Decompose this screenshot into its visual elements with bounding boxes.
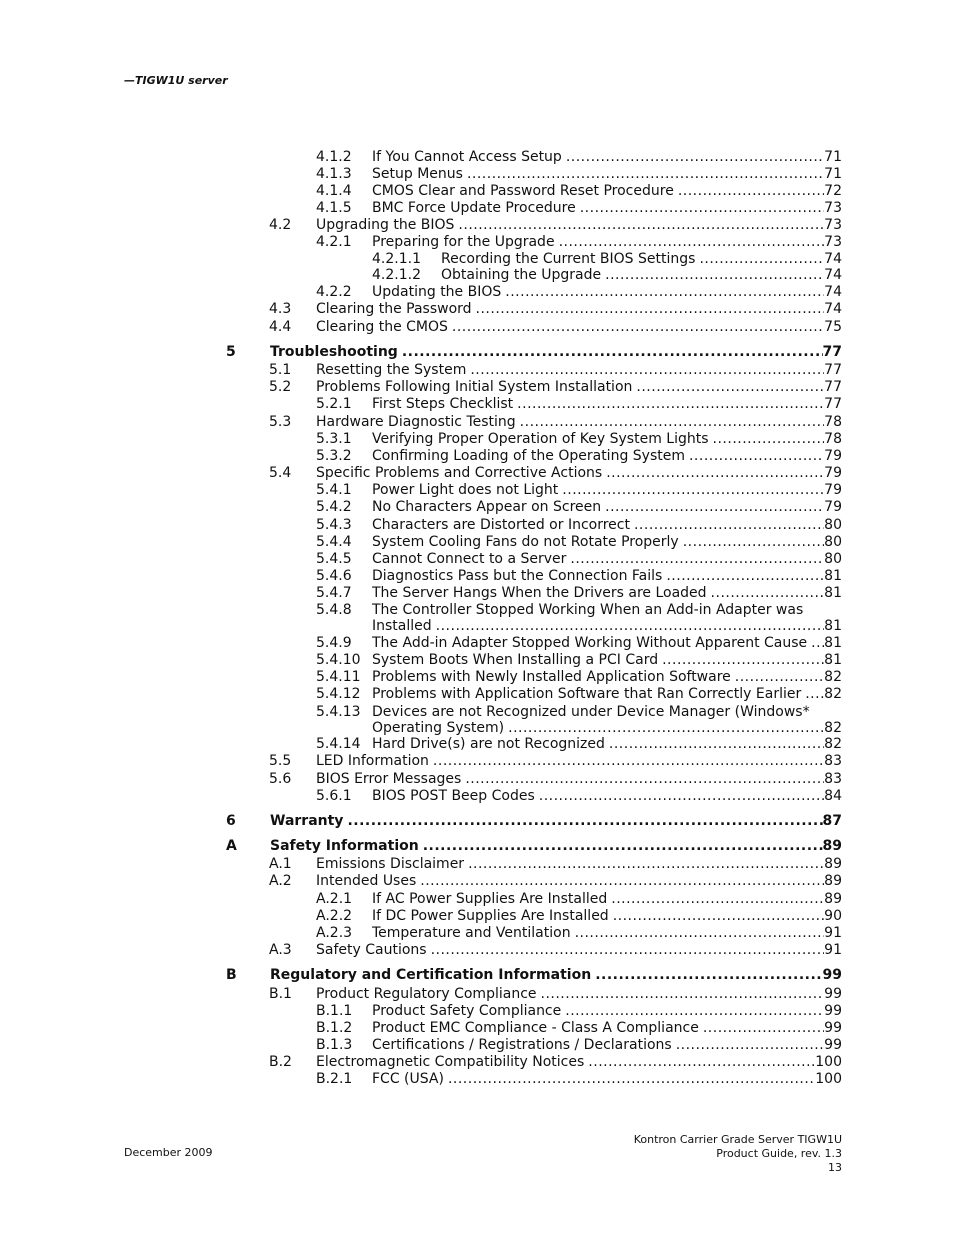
toc-leader-dots — [505, 284, 824, 300]
toc-leader-dots — [541, 986, 825, 1002]
toc-entry[interactable] — [0, 736, 954, 752]
toc-entry-number: 5.1 — [269, 362, 292, 378]
toc-leader-dots — [431, 942, 825, 958]
toc-entry[interactable] — [0, 838, 954, 854]
toc-leader-dots — [508, 720, 824, 736]
toc-entry-number: 5.6 — [269, 771, 292, 787]
toc-entry-number: 4.1.5 — [316, 200, 352, 216]
toc-entry-page: 100 — [815, 1071, 842, 1087]
toc-entry-title: Power Light does not Light — [372, 482, 559, 498]
toc-entry-number: A.2.3 — [316, 925, 353, 941]
toc-entry[interactable] — [0, 517, 954, 533]
toc-entry-title: Product EMC Compliance - Class A Compliance — [372, 1020, 699, 1036]
toc-entry-title: Characters are Distorted or Incorrect — [372, 517, 630, 533]
toc-leader-dots — [575, 925, 825, 941]
toc-entry-title: BMC Force Update Procedure — [372, 200, 576, 216]
toc-entry-number: B.1.3 — [316, 1037, 353, 1053]
toc-entry-page: 81 — [824, 568, 842, 584]
toc-entry-number: 4.2 — [269, 217, 292, 233]
toc-leader-dots — [634, 517, 824, 533]
toc-entry[interactable] — [0, 396, 954, 412]
toc-entry-number: 5.4.3 — [316, 517, 352, 533]
toc-entry-page: 81 — [824, 618, 842, 634]
toc-entry-title: Setup Menus — [372, 166, 463, 182]
toc-entry[interactable] — [0, 414, 954, 430]
toc-entry-page: 83 — [824, 753, 842, 769]
toc-entry-page: 73 — [824, 234, 842, 250]
toc-leader-dots — [613, 908, 824, 924]
toc-entry-number: 4.2.2 — [316, 284, 352, 300]
toc-entry-number: 4.2.1.1 — [372, 251, 421, 267]
toc-entry-number: B.1.1 — [316, 1003, 353, 1019]
toc-entry-page: 80 — [824, 534, 842, 550]
toc-leader-dots — [517, 396, 824, 412]
toc-entry[interactable] — [0, 267, 954, 283]
toc-entry[interactable] — [0, 908, 954, 924]
toc-entry[interactable] — [0, 891, 954, 907]
toc-entry-number: 5.3.1 — [316, 431, 352, 447]
toc-entry[interactable] — [0, 251, 954, 267]
toc-entry-page: 71 — [824, 166, 842, 182]
toc-entry-page: 82 — [824, 720, 842, 736]
toc-leader-dots — [699, 251, 824, 267]
footer-date: December 2009 — [124, 1146, 213, 1159]
toc-leader-dots — [636, 379, 824, 395]
toc-entry[interactable] — [0, 585, 954, 601]
toc-entry-page: 73 — [824, 200, 842, 216]
toc-entry[interactable] — [0, 149, 954, 165]
toc-leader-dots — [562, 482, 824, 498]
toc-entry-number: 4.4 — [269, 319, 292, 335]
toc-entry-number: 5.2.1 — [316, 396, 352, 412]
toc-entry-title: FCC (USA) — [372, 1071, 444, 1087]
toc-entry-title: Preparing for the Upgrade — [372, 234, 555, 250]
toc-entry-number: 4.3 — [269, 301, 292, 317]
toc-entry-number: 5.4.14 — [316, 736, 361, 752]
footer-product: Kontron Carrier Grade Server TIGW1U — [633, 1133, 842, 1146]
toc-entry-title: Specific Problems and Corrective Actions — [316, 465, 603, 481]
toc-entry-page: 80 — [824, 517, 842, 533]
toc-entry-page: 74 — [824, 267, 842, 283]
toc-entry-title: Temperature and Ventilation — [372, 925, 571, 941]
toc-leader-dots — [420, 873, 824, 889]
toc-entry-page: 77 — [824, 396, 842, 412]
toc-leader-dots — [666, 568, 824, 584]
toc-entry-page: 81 — [824, 585, 842, 601]
toc-entry-title: Safety Information — [270, 838, 419, 854]
toc-entry-title: If AC Power Supplies Are Installed — [372, 891, 608, 907]
toc-entry-page: 74 — [824, 301, 842, 317]
toc-entry[interactable] — [0, 482, 954, 498]
footer-info — [634, 1133, 842, 1175]
toc-entry-number: 5.4.1 — [316, 482, 352, 498]
toc-entry-title: Regulatory and Certification Information — [270, 967, 592, 983]
toc-leader-dots — [595, 967, 822, 983]
toc-entry[interactable] — [0, 986, 954, 1002]
toc-entry-title: Updating the BIOS — [372, 284, 502, 300]
toc-entry-number: 5.4.2 — [316, 499, 352, 515]
toc-leader-dots — [458, 217, 824, 233]
toc-entry-page: 71 — [824, 149, 842, 165]
toc-entry[interactable] — [0, 1003, 954, 1019]
toc-leader-dots — [347, 813, 822, 829]
toc-entry-number: A — [226, 838, 237, 854]
toc-entry-title: The Server Hangs When the Drivers are Loaded — [372, 585, 707, 601]
toc-entry-page: 73 — [824, 217, 842, 233]
toc-entry-page: 99 — [822, 967, 842, 983]
toc-leader-dots — [402, 344, 823, 360]
toc-entry[interactable] — [0, 942, 954, 958]
toc-entry-number: 5.4.12 — [316, 686, 361, 702]
toc-entry-page: 87 — [822, 813, 842, 829]
toc-entry-number: 4.2.1 — [316, 234, 352, 250]
toc-entry-page: 89 — [824, 891, 842, 907]
footer-page-number: 13 — [828, 1161, 842, 1174]
toc-entry-page: 72 — [824, 183, 842, 199]
toc-leader-dots — [570, 551, 824, 567]
toc-entry[interactable] — [0, 568, 954, 584]
toc-entry-page: 83 — [824, 771, 842, 787]
toc-leader-dots — [611, 891, 824, 907]
toc-entry-number: A.1 — [269, 856, 292, 872]
toc-entry-number: 5.4.4 — [316, 534, 352, 550]
toc-leader-dots — [468, 856, 824, 872]
toc-entry-title: Installed — [372, 618, 432, 634]
toc-entry-page: 82 — [824, 736, 842, 752]
toc-entry[interactable] — [0, 551, 954, 567]
toc-entry-page: 99 — [824, 986, 842, 1002]
toc-entry-title: Clearing the Password — [316, 301, 472, 317]
toc-entry-title: No Characters Appear on Screen — [372, 499, 602, 515]
toc-leader-dots — [805, 686, 824, 702]
toc-entry-page: 78 — [824, 414, 842, 430]
toc-leader-dots — [662, 652, 824, 668]
toc-entry-number: 5.4.10 — [316, 652, 361, 668]
toc-entry-number: A.2.1 — [316, 891, 353, 907]
toc-leader-dots — [678, 183, 824, 199]
toc-entry[interactable] — [0, 234, 954, 250]
toc-entry-number: 5.4.8 — [316, 602, 352, 618]
toc-entry[interactable] — [0, 465, 954, 481]
toc-entry-page: 79 — [824, 499, 842, 515]
toc-entry-title: Troubleshooting — [270, 344, 398, 360]
toc-entry-number: 5.4.6 — [316, 568, 352, 584]
toc-entry-number: 5.3.2 — [316, 448, 352, 464]
toc-entry-title: Warranty — [270, 813, 344, 829]
toc-entry[interactable] — [0, 1020, 954, 1036]
toc-leader-dots — [565, 1003, 824, 1019]
toc-leader-dots — [476, 301, 825, 317]
toc-entry-title: Emissions Disclaimer — [316, 856, 465, 872]
toc-entry[interactable] — [0, 925, 954, 941]
toc-entry-page: 99 — [824, 1020, 842, 1036]
toc-entry-title: Hard Drive(s) are not Recognized — [372, 736, 605, 752]
toc-entry-title: Verifying Proper Operation of Key System Lights — [372, 431, 709, 447]
toc-entry[interactable] — [0, 217, 954, 233]
toc-entry[interactable] — [0, 362, 954, 378]
toc-leader-dots — [467, 166, 824, 182]
toc-entry-number: A.2.2 — [316, 908, 353, 924]
toc-entry[interactable] — [0, 319, 954, 335]
toc-entry[interactable] — [0, 788, 954, 804]
toc-entry-title: The Controller Stopped Working When an Add-in Adapter was — [372, 602, 804, 618]
toc-leader-dots — [811, 635, 824, 651]
footer-guide: Product Guide, rev. 1.3 — [716, 1147, 842, 1160]
toc-entry[interactable] — [0, 284, 954, 300]
toc-entry-number: 5.4.7 — [316, 585, 352, 601]
toc-leader-dots — [448, 1071, 815, 1087]
toc-entry-number: 4.2.1.2 — [372, 267, 421, 283]
toc-leader-dots — [539, 788, 824, 804]
toc-entry-title: Obtaining the Upgrade — [441, 267, 602, 283]
toc-entry[interactable] — [0, 618, 954, 634]
toc-leader-dots — [566, 149, 824, 165]
toc-leader-dots — [580, 200, 824, 216]
toc-entry[interactable] — [0, 1071, 954, 1087]
toc-leader-dots — [423, 838, 823, 854]
toc-entry-number: 6 — [226, 813, 236, 829]
toc-entry-title: Product Regulatory Compliance — [316, 986, 537, 1002]
toc-entry-number: 5.4.9 — [316, 635, 352, 651]
toc-entry-number: 4.1.4 — [316, 183, 352, 199]
toc-leader-dots — [689, 448, 824, 464]
toc-leader-dots — [606, 465, 824, 481]
toc-entry-number: 4.1.2 — [316, 149, 352, 165]
toc-entry-page: 91 — [824, 925, 842, 941]
toc-entry-number: 5.6.1 — [316, 788, 352, 804]
toc-entry[interactable] — [0, 1054, 954, 1070]
toc-leader-dots — [735, 669, 824, 685]
toc-entry-page: 78 — [824, 431, 842, 447]
toc-entry-number: A.3 — [269, 942, 292, 958]
toc-entry-title: Confirming Loading of the Operating System — [372, 448, 685, 464]
toc-entry[interactable] — [0, 635, 954, 651]
toc-entry-page: 77 — [824, 362, 842, 378]
toc-entry[interactable] — [0, 873, 954, 889]
toc-leader-dots — [452, 319, 824, 335]
toc-entry[interactable] — [0, 602, 954, 618]
toc-entry[interactable] — [0, 720, 954, 736]
toc-entry-number: 5.4.13 — [316, 704, 361, 720]
toc-entry[interactable] — [0, 686, 954, 702]
toc-entry-page: 74 — [824, 284, 842, 300]
toc-entry[interactable] — [0, 813, 954, 829]
toc-entry-page: 99 — [824, 1037, 842, 1053]
toc-entry-title: Problems with Application Software that Ran Correctly Earlier — [372, 686, 802, 702]
running-header: —TIGW1U server — [124, 74, 228, 87]
toc-entry-number: 5.3 — [269, 414, 292, 430]
toc-entry-page: 77 — [824, 379, 842, 395]
toc-entry[interactable] — [0, 967, 954, 983]
toc-entry-title: Operating System) — [372, 720, 505, 736]
toc-entry[interactable] — [0, 499, 954, 515]
toc-entry-number: B.2.1 — [316, 1071, 353, 1087]
toc-entry-page: 100 — [815, 1054, 842, 1070]
toc-entry[interactable] — [0, 183, 954, 199]
toc-entry-page: 79 — [824, 448, 842, 464]
toc-leader-dots — [436, 618, 825, 634]
toc-entry-page: 89 — [824, 873, 842, 889]
toc-entry-title: Electromagnetic Compatibility Notices — [316, 1054, 585, 1070]
toc-entry-title: If You Cannot Access Setup — [372, 149, 562, 165]
toc-entry-title: Upgrading the BIOS — [316, 217, 455, 233]
toc-leader-dots — [605, 267, 824, 283]
toc-entry-title: Hardware Diagnostic Testing — [316, 414, 516, 430]
toc-entry-page: 89 — [822, 838, 842, 854]
toc-entry-title: System Boots When Installing a PCI Card — [372, 652, 659, 668]
toc-entry-page: 77 — [822, 344, 842, 360]
toc-entry-page: 82 — [824, 669, 842, 685]
toc-entry[interactable] — [0, 704, 954, 720]
toc-entry-page: 79 — [824, 482, 842, 498]
toc-entry-page: 91 — [824, 942, 842, 958]
toc-entry[interactable] — [0, 200, 954, 216]
toc-entry-title: Cannot Connect to a Server — [372, 551, 567, 567]
toc-entry[interactable] — [0, 431, 954, 447]
toc-entry-page: 99 — [824, 1003, 842, 1019]
toc-entry-title: The Add-in Adapter Stopped Working Without Apparent Cause — [372, 635, 808, 651]
toc-entry[interactable] — [0, 448, 954, 464]
toc-entry[interactable] — [0, 166, 954, 182]
toc-entry-title: BIOS POST Beep Codes — [372, 788, 535, 804]
toc-entry-title: LED Information — [316, 753, 429, 769]
toc-entry-page: 79 — [824, 465, 842, 481]
toc-leader-dots — [559, 234, 825, 250]
toc-entry-number: B.1.2 — [316, 1020, 353, 1036]
toc-entry-title: Product Safety Compliance — [372, 1003, 562, 1019]
toc-entry-page: 89 — [824, 856, 842, 872]
toc-entry-number: A.2 — [269, 873, 292, 889]
toc-leader-dots — [609, 736, 824, 752]
toc-leader-dots — [713, 431, 825, 447]
toc-entry-title: Devices are not Recognized under Device Manager (Windows* — [372, 704, 810, 720]
toc-entry[interactable] — [0, 1037, 954, 1053]
toc-entry-page: 82 — [824, 686, 842, 702]
toc-leader-dots — [711, 585, 825, 601]
toc-entry[interactable] — [0, 379, 954, 395]
toc-entry-number: 4.1.3 — [316, 166, 352, 182]
toc-entry-page: 84 — [824, 788, 842, 804]
toc-entry-title: Intended Uses — [316, 873, 417, 889]
toc-entry-title: Safety Cautions — [316, 942, 427, 958]
toc-entry[interactable] — [0, 344, 954, 360]
toc-entry-title: If DC Power Supplies Are Installed — [372, 908, 609, 924]
toc-entry-number: 5.5 — [269, 753, 292, 769]
toc-entry[interactable] — [0, 771, 954, 787]
toc-entry-title: BIOS Error Messages — [316, 771, 462, 787]
toc-leader-dots — [676, 1037, 824, 1053]
toc-entry-title: Problems with Newly Installed Application Software — [372, 669, 731, 685]
toc-leader-dots — [703, 1020, 824, 1036]
toc-entry-title: Resetting the System — [316, 362, 467, 378]
toc-entry[interactable] — [0, 856, 954, 872]
toc-leader-dots — [470, 362, 824, 378]
toc-entry[interactable] — [0, 534, 954, 550]
toc-entry[interactable] — [0, 669, 954, 685]
toc-entry[interactable] — [0, 301, 954, 317]
toc-entry-title: Clearing the CMOS — [316, 319, 448, 335]
toc-leader-dots — [520, 414, 825, 430]
toc-entry-title: First Steps Checklist — [372, 396, 514, 412]
toc-entry-number: B.2 — [269, 1054, 292, 1070]
toc-entry-number: B — [226, 967, 237, 983]
toc-entry-page: 90 — [824, 908, 842, 924]
toc-entry[interactable] — [0, 652, 954, 668]
toc-entry-page: 81 — [824, 635, 842, 651]
toc-entry-title: Certifications / Registrations / Declarations — [372, 1037, 672, 1053]
toc-entry-number: 5.4.11 — [316, 669, 361, 685]
toc-leader-dots — [433, 753, 824, 769]
toc-leader-dots — [683, 534, 824, 550]
toc-entry-title: CMOS Clear and Password Reset Procedure — [372, 183, 674, 199]
toc-entry-page: 80 — [824, 551, 842, 567]
toc-entry-page: 81 — [824, 652, 842, 668]
toc-entry-number: 5.4 — [269, 465, 292, 481]
toc-entry-number: B.1 — [269, 986, 292, 1002]
toc-leader-dots — [588, 1054, 815, 1070]
toc-entry-number: 5 — [226, 344, 236, 360]
toc-entry-title: System Cooling Fans do not Rotate Properly — [372, 534, 679, 550]
toc-entry-page: 74 — [824, 251, 842, 267]
toc-leader-dots — [605, 499, 824, 515]
toc-entry-title: Recording the Current BIOS Settings — [441, 251, 696, 267]
toc-entry[interactable] — [0, 753, 954, 769]
toc-entry-number: 5.4.5 — [316, 551, 352, 567]
toc-entry-title: Problems Following Initial System Installation — [316, 379, 633, 395]
toc-leader-dots — [465, 771, 824, 787]
toc-entry-number: 5.2 — [269, 379, 292, 395]
toc-entry-title: Diagnostics Pass but the Connection Fails — [372, 568, 663, 584]
toc-entry-page: 75 — [824, 319, 842, 335]
